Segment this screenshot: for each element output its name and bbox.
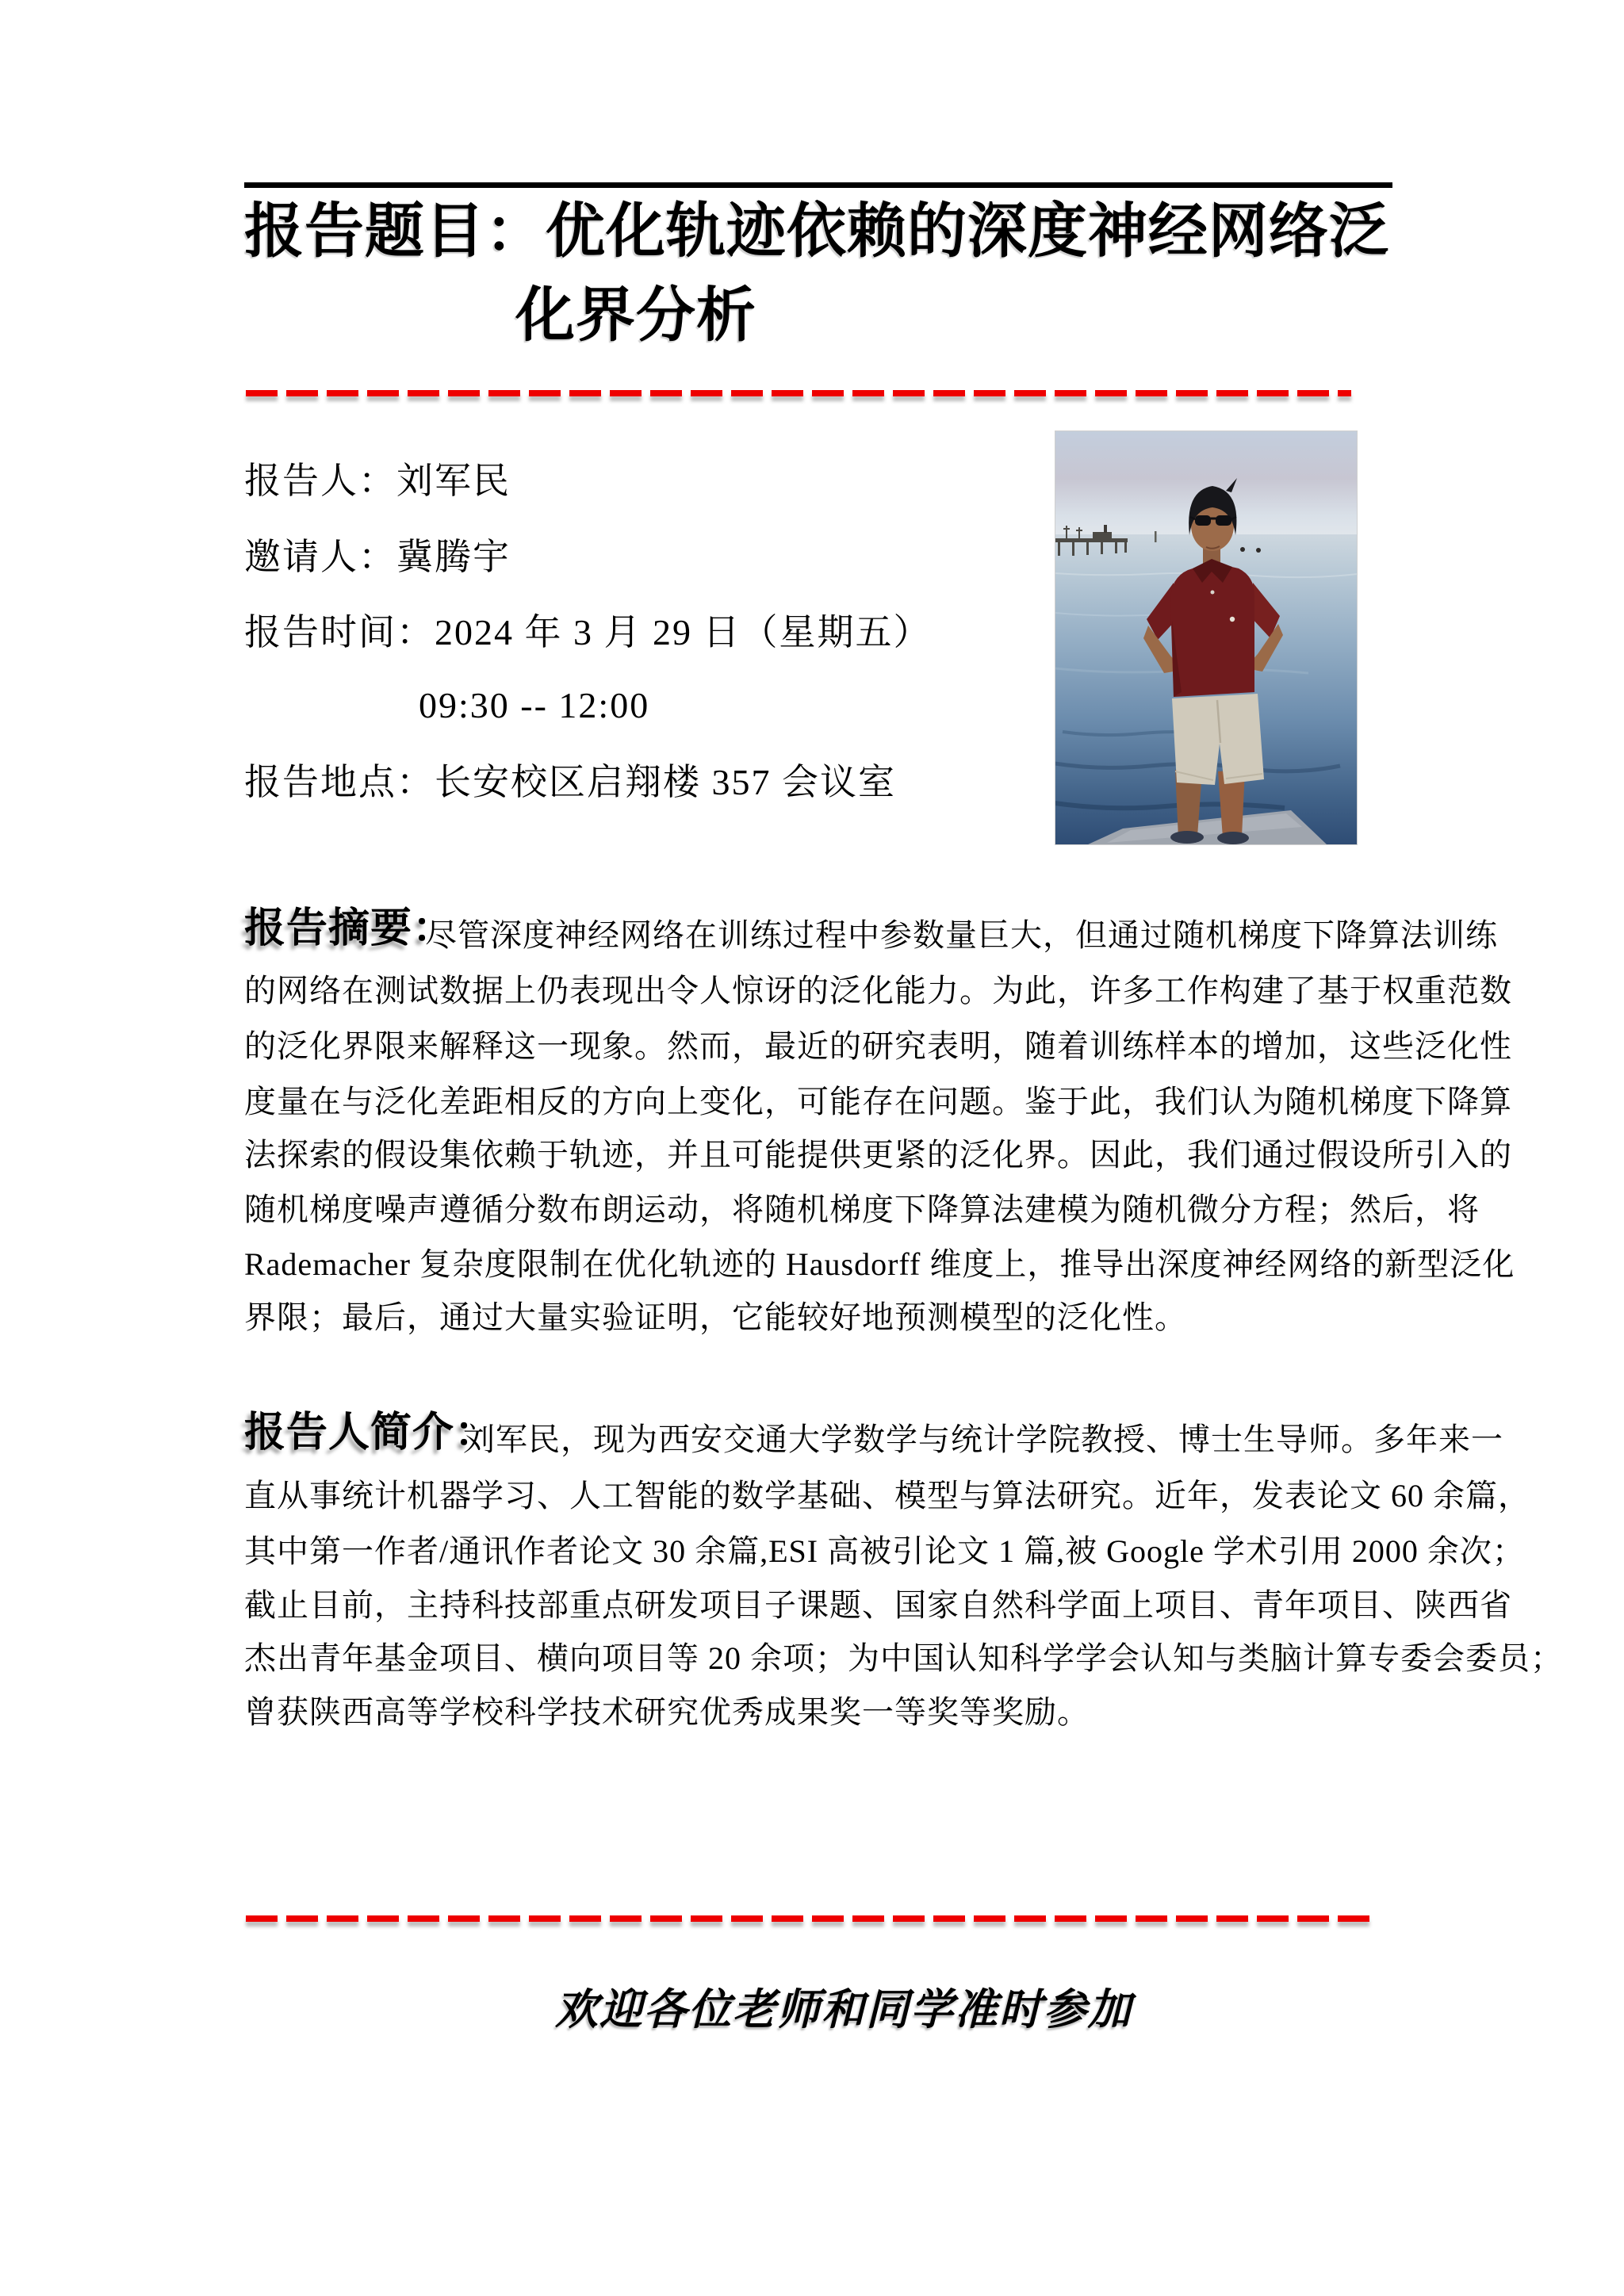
bio-line: 直从事统计机器学习、人工智能的数学基础、模型与算法研究。近年，发表论文 60 余篇， [244, 1478, 1530, 1513]
abstract-line: 的网络在测试数据上仍表现出令人惊讶的泛化能力。为此，许多工作构建了基于权重范数 [244, 973, 1512, 1008]
distant-pole [1155, 531, 1157, 542]
bio-line: 杰出青年基金项目、横向项目等 20 余项；为中国认知科学学会认知与类脑计算专委会委员； [244, 1640, 1563, 1676]
abstract-label: 报告摘要： [244, 906, 455, 951]
speaker-photo-image [1055, 430, 1358, 845]
bio-line: 曾获陕西高等学校科学技术研究优秀成果奖一等奖等奖励。 [244, 1694, 1090, 1730]
bio-line: 刘军民，现为西安交通大学数学与统计学院教授、博士生导师。多年来一 [463, 1422, 1503, 1457]
bio-line: 截止目前，主持科技部重点研发项目子课题、国家自然科学面上项目、青年项目、陕西省 [244, 1587, 1512, 1623]
inviter-line: 邀请人：冀腾宇 [244, 537, 511, 577]
speaker-line: 报告人：刘军民 [244, 461, 511, 501]
abstract-line: 法探索的假设集依赖于轨迹，并且可能提供更紧的泛化界。因此，我们通过假设所引入的 [244, 1137, 1512, 1173]
welcome-text: 欢迎各位老师和同学准时参加 [555, 1986, 1132, 2034]
location-line: 报告地点：长安校区启翔楼 357 会议室 [244, 762, 896, 802]
top-rule [244, 182, 1392, 188]
abstract-line: 随机梯度噪声遵循分数布朗运动，将随机梯度下降算法建模为随机微分方程；然后，将 [244, 1192, 1480, 1227]
time-range-line: 09:30 -- 12:00 [419, 685, 650, 725]
abstract-line: 的泛化界限来解释这一现象。然而，最近的研究表明，随着训练样本的增加，这些泛化性 [244, 1028, 1512, 1064]
report-title-line1: 报告题目：优化轨迹依赖的深度神经网络泛 [244, 197, 1390, 264]
red-dashed-divider-bottom [246, 1915, 1375, 1922]
red-dashed-divider-top [246, 390, 1351, 396]
abstract-line: 界限；最后，通过大量实验证明，它能较好地预测模型的泛化性。 [244, 1299, 1187, 1335]
speaker-photo [1055, 430, 1358, 845]
bio-label: 报告人简介： [244, 1410, 497, 1456]
abstract-line: 度量在与泛化差距相反的方向上变化，可能存在问题。鉴于此，我们认为随机梯度下降算 [244, 1084, 1512, 1119]
abstract-line: Rademacher 复杂度限制在优化轨迹的 Hausdorff 维度上，推导出深度神经网络的新型泛化 [244, 1246, 1515, 1282]
bio-line: 其中第一作者/通讯作者论文 30 余篇,ESI 高被引论文 1 篇,被 Google 学术引用 2000 余次； [244, 1533, 1525, 1569]
report-title-line2: 化界分析 [515, 281, 757, 348]
time-line: 报告时间：2024 年 3 月 29 日（星期五） [244, 612, 932, 652]
abstract-line: 尽管深度神经网络在训练过程中参数量巨大，但通过随机梯度下降算法训练 [425, 917, 1498, 953]
